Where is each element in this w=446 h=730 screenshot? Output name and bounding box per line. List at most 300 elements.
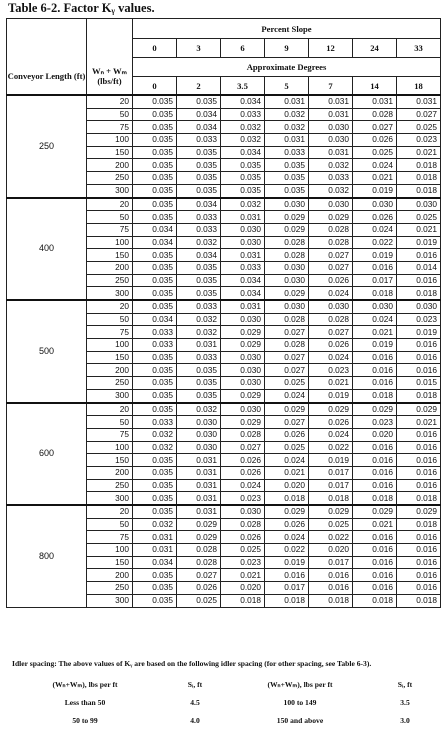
conveyor-length-cell: 800 bbox=[7, 505, 87, 607]
ky-value-cell: 0.023 bbox=[309, 364, 353, 377]
ky-value-cell: 0.021 bbox=[353, 518, 397, 531]
ky-value-cell: 0.023 bbox=[221, 556, 265, 569]
ky-value-cell: 0.024 bbox=[309, 428, 353, 441]
ky-value-cell: 0.021 bbox=[309, 377, 353, 390]
load-cell: 200 bbox=[87, 364, 133, 377]
load-cell: 75 bbox=[87, 428, 133, 441]
ky-value-cell: 0.032 bbox=[265, 108, 309, 121]
ky-value-cell: 0.018 bbox=[397, 492, 441, 505]
load-cell: 150 bbox=[87, 146, 133, 159]
ky-value-cell: 0.020 bbox=[353, 428, 397, 441]
ky-value-cell: 0.030 bbox=[177, 428, 221, 441]
load-cell: 200 bbox=[87, 261, 133, 274]
ky-value-cell: 0.026 bbox=[221, 466, 265, 479]
ky-value-cell: 0.031 bbox=[309, 108, 353, 121]
ky-value-cell: 0.035 bbox=[133, 403, 177, 416]
ky-value-cell: 0.027 bbox=[265, 416, 309, 429]
approx-degrees-header: Approximate Degrees bbox=[133, 58, 441, 77]
ky-value-cell: 0.035 bbox=[133, 146, 177, 159]
spacing-cell: 100 to 149 bbox=[283, 697, 317, 707]
ky-value-cell: 0.035 bbox=[221, 159, 265, 172]
ky-value-cell: 0.029 bbox=[309, 211, 353, 224]
ky-value-cell: 0.029 bbox=[265, 211, 309, 224]
ky-value-cell: 0.018 bbox=[353, 594, 397, 607]
ky-value-cell: 0.031 bbox=[133, 544, 177, 557]
idler-spacing-note: Idler spacing: The above values of Kᵧ are based on the following idler spacing (for other spacing, see Table 6-3). bbox=[12, 659, 372, 668]
header-blank-cell bbox=[87, 39, 133, 58]
ky-value-cell: 0.030 bbox=[353, 198, 397, 211]
ky-value-cell: 0.030 bbox=[309, 121, 353, 134]
ky-value-cell: 0.016 bbox=[265, 569, 309, 582]
ky-value-cell: 0.020 bbox=[221, 582, 265, 595]
degree-header: 14 bbox=[353, 77, 397, 96]
ky-value-cell: 0.031 bbox=[221, 249, 265, 262]
ky-value-cell: 0.035 bbox=[133, 249, 177, 262]
ky-value-cell: 0.022 bbox=[265, 544, 309, 557]
ky-value-cell: 0.035 bbox=[221, 172, 265, 185]
load-cell: 150 bbox=[87, 556, 133, 569]
ky-value-cell: 0.018 bbox=[353, 287, 397, 300]
ky-value-cell: 0.017 bbox=[309, 479, 353, 492]
ky-value-cell: 0.025 bbox=[221, 544, 265, 557]
ky-value-cell: 0.035 bbox=[133, 211, 177, 224]
load-cell: 250 bbox=[87, 172, 133, 185]
ky-value-cell: 0.034 bbox=[221, 146, 265, 159]
ky-value-cell: 0.025 bbox=[397, 211, 441, 224]
ky-value-cell: 0.035 bbox=[177, 287, 221, 300]
ky-value-cell: 0.031 bbox=[177, 466, 221, 479]
ky-value-cell: 0.017 bbox=[265, 582, 309, 595]
header-blank-cell bbox=[7, 19, 87, 39]
ky-value-cell: 0.016 bbox=[397, 339, 441, 352]
ky-value-cell: 0.029 bbox=[353, 403, 397, 416]
ky-value-cell: 0.030 bbox=[221, 223, 265, 236]
ky-value-cell: 0.028 bbox=[177, 544, 221, 557]
ky-value-cell: 0.022 bbox=[309, 531, 353, 544]
ky-value-cell: 0.028 bbox=[221, 428, 265, 441]
ky-value-cell: 0.016 bbox=[353, 261, 397, 274]
ky-value-cell: 0.035 bbox=[265, 184, 309, 197]
ky-value-cell: 0.034 bbox=[177, 108, 221, 121]
ky-value-cell: 0.033 bbox=[177, 134, 221, 147]
ky-value-cell: 0.031 bbox=[177, 339, 221, 352]
ky-value-cell: 0.019 bbox=[309, 389, 353, 402]
ky-value-cell: 0.027 bbox=[265, 326, 309, 339]
ky-value-cell: 0.033 bbox=[133, 416, 177, 429]
load-cell: 200 bbox=[87, 569, 133, 582]
ky-value-cell: 0.019 bbox=[309, 454, 353, 467]
ky-value-cell: 0.033 bbox=[265, 146, 309, 159]
ky-value-cell: 0.031 bbox=[309, 95, 353, 108]
ky-value-cell: 0.034 bbox=[221, 274, 265, 287]
table-body bbox=[7, 95, 441, 607]
ky-value-cell: 0.035 bbox=[133, 364, 177, 377]
spacing-header: Sᵢ, ft bbox=[397, 679, 413, 689]
ky-value-cell: 0.016 bbox=[353, 364, 397, 377]
degree-header: 5 bbox=[265, 77, 309, 96]
ky-value-cell: 0.031 bbox=[397, 95, 441, 108]
load-header-unit: (lbs/ft) bbox=[97, 75, 122, 86]
load-cell: 75 bbox=[87, 531, 133, 544]
load-cell: 100 bbox=[87, 134, 133, 147]
ky-value-cell: 0.030 bbox=[221, 236, 265, 249]
ky-value-cell: 0.025 bbox=[265, 377, 309, 390]
ky-value-cell: 0.016 bbox=[309, 582, 353, 595]
ky-value-cell: 0.021 bbox=[265, 466, 309, 479]
ky-value-cell: 0.024 bbox=[265, 531, 309, 544]
spacing-cell: Less than 50 bbox=[64, 697, 106, 707]
ky-value-cell: 0.016 bbox=[397, 428, 441, 441]
ky-value-cell: 0.035 bbox=[177, 184, 221, 197]
ky-value-cell: 0.023 bbox=[353, 416, 397, 429]
ky-value-cell: 0.033 bbox=[133, 326, 177, 339]
ky-value-cell: 0.034 bbox=[221, 95, 265, 108]
ky-value-cell: 0.029 bbox=[177, 531, 221, 544]
ky-value-cell: 0.029 bbox=[177, 518, 221, 531]
ky-value-cell: 0.030 bbox=[265, 300, 309, 313]
ky-value-cell: 0.018 bbox=[309, 492, 353, 505]
ky-value-cell: 0.031 bbox=[177, 454, 221, 467]
ky-value-cell: 0.035 bbox=[133, 274, 177, 287]
load-cell: 150 bbox=[87, 454, 133, 467]
ky-value-cell: 0.016 bbox=[397, 466, 441, 479]
load-cell: 50 bbox=[87, 108, 133, 121]
ky-value-cell: 0.031 bbox=[265, 95, 309, 108]
ky-value-cell: 0.027 bbox=[265, 364, 309, 377]
ky-value-cell: 0.032 bbox=[177, 326, 221, 339]
load-cell: 50 bbox=[87, 518, 133, 531]
load-cell: 250 bbox=[87, 377, 133, 390]
table-row bbox=[7, 505, 441, 518]
ky-value-cell: 0.025 bbox=[177, 594, 221, 607]
ky-value-cell: 0.024 bbox=[309, 351, 353, 364]
ky-value-cell: 0.031 bbox=[221, 211, 265, 224]
ky-value-cell: 0.033 bbox=[221, 261, 265, 274]
ky-value-cell: 0.035 bbox=[265, 159, 309, 172]
ky-factor-table bbox=[6, 18, 441, 608]
table-row bbox=[7, 198, 441, 211]
ky-value-cell: 0.035 bbox=[177, 364, 221, 377]
ky-value-cell: 0.025 bbox=[353, 146, 397, 159]
ky-value-cell: 0.027 bbox=[177, 569, 221, 582]
slope-header: 3 bbox=[177, 39, 221, 58]
spacing-cell: 3.5 bbox=[400, 697, 410, 707]
ky-value-cell: 0.034 bbox=[177, 249, 221, 262]
ky-value-cell: 0.035 bbox=[133, 454, 177, 467]
ky-value-cell: 0.016 bbox=[353, 582, 397, 595]
ky-value-cell: 0.029 bbox=[221, 416, 265, 429]
ky-value-cell: 0.032 bbox=[221, 198, 265, 211]
ky-value-cell: 0.028 bbox=[221, 518, 265, 531]
ky-value-cell: 0.035 bbox=[133, 582, 177, 595]
ky-value-cell: 0.035 bbox=[133, 479, 177, 492]
ky-value-cell: 0.024 bbox=[353, 159, 397, 172]
ky-value-cell: 0.021 bbox=[397, 146, 441, 159]
ky-value-cell: 0.035 bbox=[133, 300, 177, 313]
load-cell: 20 bbox=[87, 403, 133, 416]
ky-value-cell: 0.027 bbox=[309, 249, 353, 262]
ky-value-cell: 0.020 bbox=[265, 479, 309, 492]
ky-value-cell: 0.016 bbox=[353, 466, 397, 479]
ky-value-cell: 0.026 bbox=[309, 274, 353, 287]
load-cell: 20 bbox=[87, 198, 133, 211]
ky-value-cell: 0.035 bbox=[177, 274, 221, 287]
load-cell: 100 bbox=[87, 236, 133, 249]
conveyor-length-cell: 500 bbox=[7, 300, 87, 403]
ky-value-cell: 0.023 bbox=[397, 313, 441, 326]
ky-value-cell: 0.035 bbox=[177, 159, 221, 172]
ky-value-cell: 0.016 bbox=[309, 569, 353, 582]
ky-value-cell: 0.032 bbox=[133, 428, 177, 441]
ky-value-cell: 0.018 bbox=[265, 492, 309, 505]
conveyor-length-cell: 250 bbox=[7, 95, 87, 198]
load-cell: 200 bbox=[87, 159, 133, 172]
ky-value-cell: 0.035 bbox=[133, 134, 177, 147]
ky-value-cell: 0.031 bbox=[265, 134, 309, 147]
ky-value-cell: 0.028 bbox=[265, 339, 309, 352]
ky-value-cell: 0.019 bbox=[397, 326, 441, 339]
ky-value-cell: 0.028 bbox=[177, 556, 221, 569]
degree-header: 0 bbox=[133, 77, 177, 96]
ky-value-cell: 0.033 bbox=[309, 172, 353, 185]
ky-value-cell: 0.015 bbox=[397, 377, 441, 390]
ky-value-cell: 0.030 bbox=[309, 300, 353, 313]
ky-value-cell: 0.024 bbox=[221, 479, 265, 492]
ky-value-cell: 0.026 bbox=[221, 454, 265, 467]
ky-value-cell: 0.032 bbox=[177, 236, 221, 249]
load-header-symbol: Wₙ + Wₘ bbox=[91, 65, 127, 76]
load-cell: 250 bbox=[87, 274, 133, 287]
degree-header: 2 bbox=[177, 77, 221, 96]
ky-value-cell: 0.029 bbox=[265, 287, 309, 300]
ky-value-cell: 0.035 bbox=[133, 466, 177, 479]
ky-value-cell: 0.029 bbox=[265, 403, 309, 416]
ky-value-cell: 0.032 bbox=[133, 441, 177, 454]
ky-value-cell: 0.030 bbox=[221, 505, 265, 518]
load-cell: 300 bbox=[87, 594, 133, 607]
ky-value-cell: 0.032 bbox=[177, 403, 221, 416]
ky-value-cell: 0.016 bbox=[397, 544, 441, 557]
ky-value-cell: 0.030 bbox=[265, 274, 309, 287]
ky-value-cell: 0.030 bbox=[221, 313, 265, 326]
ky-value-cell: 0.035 bbox=[133, 351, 177, 364]
ky-value-cell: 0.034 bbox=[177, 198, 221, 211]
ky-value-cell: 0.031 bbox=[177, 479, 221, 492]
ky-value-cell: 0.016 bbox=[397, 351, 441, 364]
ky-value-cell: 0.035 bbox=[133, 108, 177, 121]
spacing-header: (Wₙ+Wₘ), lbs per ft bbox=[267, 679, 333, 689]
ky-value-cell: 0.033 bbox=[221, 108, 265, 121]
ky-value-cell: 0.021 bbox=[397, 223, 441, 236]
load-cell: 50 bbox=[87, 416, 133, 429]
spacing-cell: 150 and above bbox=[276, 715, 324, 725]
ky-value-cell: 0.034 bbox=[133, 556, 177, 569]
load-cell: 100 bbox=[87, 339, 133, 352]
ky-value-cell: 0.031 bbox=[221, 300, 265, 313]
ky-value-cell: 0.016 bbox=[353, 544, 397, 557]
ky-value-cell: 0.030 bbox=[221, 364, 265, 377]
ky-value-cell: 0.031 bbox=[353, 95, 397, 108]
ky-value-cell: 0.016 bbox=[353, 531, 397, 544]
ky-value-cell: 0.016 bbox=[397, 531, 441, 544]
ky-value-cell: 0.027 bbox=[353, 121, 397, 134]
ky-value-cell: 0.018 bbox=[309, 594, 353, 607]
ky-value-cell: 0.016 bbox=[397, 454, 441, 467]
load-cell: 50 bbox=[87, 313, 133, 326]
ky-value-cell: 0.021 bbox=[397, 416, 441, 429]
slope-header: 24 bbox=[353, 39, 397, 58]
ky-value-cell: 0.030 bbox=[397, 198, 441, 211]
ky-value-cell: 0.019 bbox=[265, 556, 309, 569]
slope-header: 33 bbox=[397, 39, 441, 58]
ky-value-cell: 0.029 bbox=[221, 326, 265, 339]
load-cell: 250 bbox=[87, 582, 133, 595]
ky-value-cell: 0.033 bbox=[133, 339, 177, 352]
ky-value-cell: 0.035 bbox=[221, 184, 265, 197]
ky-value-cell: 0.028 bbox=[265, 313, 309, 326]
ky-value-cell: 0.024 bbox=[309, 287, 353, 300]
ky-value-cell: 0.030 bbox=[177, 441, 221, 454]
load-cell: 300 bbox=[87, 287, 133, 300]
ky-value-cell: 0.019 bbox=[353, 339, 397, 352]
ky-value-cell: 0.029 bbox=[221, 339, 265, 352]
ky-value-cell: 0.030 bbox=[353, 300, 397, 313]
ky-value-cell: 0.026 bbox=[265, 518, 309, 531]
ky-value-cell: 0.027 bbox=[309, 261, 353, 274]
ky-value-cell: 0.028 bbox=[265, 249, 309, 262]
load-cell: 75 bbox=[87, 326, 133, 339]
ky-value-cell: 0.023 bbox=[397, 134, 441, 147]
degree-header: 18 bbox=[397, 77, 441, 96]
degree-header: 7 bbox=[309, 77, 353, 96]
ky-value-cell: 0.016 bbox=[397, 582, 441, 595]
ky-value-cell: 0.035 bbox=[133, 184, 177, 197]
ky-value-cell: 0.025 bbox=[265, 441, 309, 454]
load-cell: 300 bbox=[87, 389, 133, 402]
percent-slope-header: Percent Slope bbox=[133, 19, 441, 39]
ky-value-cell: 0.032 bbox=[221, 134, 265, 147]
ky-value-cell: 0.031 bbox=[177, 492, 221, 505]
ky-value-cell: 0.016 bbox=[353, 556, 397, 569]
load-cell: 200 bbox=[87, 466, 133, 479]
spacing-cell: 4.0 bbox=[190, 715, 200, 725]
ky-value-cell: 0.035 bbox=[133, 159, 177, 172]
ky-value-cell: 0.030 bbox=[265, 198, 309, 211]
ky-value-cell: 0.029 bbox=[265, 223, 309, 236]
ky-value-cell: 0.029 bbox=[397, 403, 441, 416]
ky-value-cell: 0.026 bbox=[221, 531, 265, 544]
ky-value-cell: 0.035 bbox=[133, 492, 177, 505]
ky-value-cell: 0.035 bbox=[133, 594, 177, 607]
ky-value-cell: 0.029 bbox=[397, 505, 441, 518]
ky-value-cell: 0.016 bbox=[353, 351, 397, 364]
ky-value-cell: 0.030 bbox=[265, 261, 309, 274]
ky-value-cell: 0.016 bbox=[397, 441, 441, 454]
ky-value-cell: 0.016 bbox=[397, 364, 441, 377]
ky-value-cell: 0.030 bbox=[177, 416, 221, 429]
idler-spacing-table bbox=[10, 675, 440, 729]
ky-value-cell: 0.029 bbox=[309, 505, 353, 518]
spacing-header: Sᵢ, ft bbox=[187, 679, 203, 689]
ky-value-cell: 0.026 bbox=[177, 582, 221, 595]
ky-value-cell: 0.035 bbox=[133, 121, 177, 134]
ky-value-cell: 0.016 bbox=[353, 377, 397, 390]
ky-value-cell: 0.032 bbox=[309, 184, 353, 197]
ky-value-cell: 0.018 bbox=[221, 594, 265, 607]
ky-value-cell: 0.028 bbox=[309, 236, 353, 249]
conveyor-length-cell: 400 bbox=[7, 198, 87, 301]
conveyor-length-header: Conveyor Length (ft) bbox=[7, 58, 87, 96]
ky-value-cell: 0.035 bbox=[133, 569, 177, 582]
ky-value-cell: 0.016 bbox=[397, 274, 441, 287]
ky-value-cell: 0.019 bbox=[353, 184, 397, 197]
ky-value-cell: 0.028 bbox=[353, 108, 397, 121]
slope-header: 9 bbox=[265, 39, 309, 58]
ky-value-cell: 0.026 bbox=[353, 134, 397, 147]
ky-value-cell: 0.035 bbox=[133, 287, 177, 300]
ky-value-cell: 0.027 bbox=[221, 441, 265, 454]
ky-value-cell: 0.016 bbox=[353, 454, 397, 467]
load-cell: 75 bbox=[87, 223, 133, 236]
ky-value-cell: 0.035 bbox=[265, 172, 309, 185]
ky-value-cell: 0.035 bbox=[177, 389, 221, 402]
ky-value-cell: 0.035 bbox=[177, 95, 221, 108]
spacing-header: (Wₙ+Wₘ), lbs per ft bbox=[52, 679, 118, 689]
ky-value-cell: 0.026 bbox=[309, 416, 353, 429]
table-row bbox=[7, 403, 441, 416]
ky-value-cell: 0.030 bbox=[221, 351, 265, 364]
ky-value-cell: 0.018 bbox=[265, 594, 309, 607]
header-blank-cell bbox=[7, 39, 87, 58]
ky-value-cell: 0.028 bbox=[265, 236, 309, 249]
ky-value-cell: 0.018 bbox=[353, 389, 397, 402]
ky-value-cell: 0.018 bbox=[353, 492, 397, 505]
ky-value-cell: 0.035 bbox=[133, 95, 177, 108]
table-title: Table 6-2. Factor Kᵧ values. bbox=[8, 1, 155, 15]
ky-value-cell: 0.016 bbox=[397, 249, 441, 262]
ky-value-cell: 0.018 bbox=[397, 518, 441, 531]
load-cell: 20 bbox=[87, 300, 133, 313]
load-cell: 300 bbox=[87, 184, 133, 197]
ky-value-cell: 0.018 bbox=[397, 184, 441, 197]
table-row bbox=[7, 300, 441, 313]
ky-value-cell: 0.018 bbox=[397, 389, 441, 402]
ky-value-cell: 0.035 bbox=[177, 261, 221, 274]
ky-value-cell: 0.026 bbox=[353, 211, 397, 224]
ky-value-cell: 0.023 bbox=[221, 492, 265, 505]
ky-value-cell: 0.018 bbox=[397, 172, 441, 185]
ky-value-cell: 0.031 bbox=[177, 505, 221, 518]
ky-value-cell: 0.033 bbox=[177, 211, 221, 224]
ky-value-cell: 0.019 bbox=[397, 236, 441, 249]
spacing-cell: 50 to 99 bbox=[72, 715, 98, 725]
ky-value-cell: 0.025 bbox=[309, 518, 353, 531]
load-cell: 20 bbox=[87, 95, 133, 108]
ky-value-cell: 0.031 bbox=[309, 146, 353, 159]
ky-value-cell: 0.020 bbox=[309, 544, 353, 557]
ky-value-cell: 0.035 bbox=[177, 146, 221, 159]
ky-value-cell: 0.030 bbox=[221, 403, 265, 416]
load-cell: 50 bbox=[87, 211, 133, 224]
ky-value-cell: 0.017 bbox=[353, 274, 397, 287]
spacing-cell: 3.0 bbox=[400, 715, 410, 725]
ky-value-cell: 0.018 bbox=[397, 287, 441, 300]
load-cell: 100 bbox=[87, 544, 133, 557]
header-blank-cell bbox=[87, 19, 133, 39]
ky-value-cell: 0.035 bbox=[133, 172, 177, 185]
load-cell: 75 bbox=[87, 121, 133, 134]
table-row bbox=[7, 95, 441, 108]
